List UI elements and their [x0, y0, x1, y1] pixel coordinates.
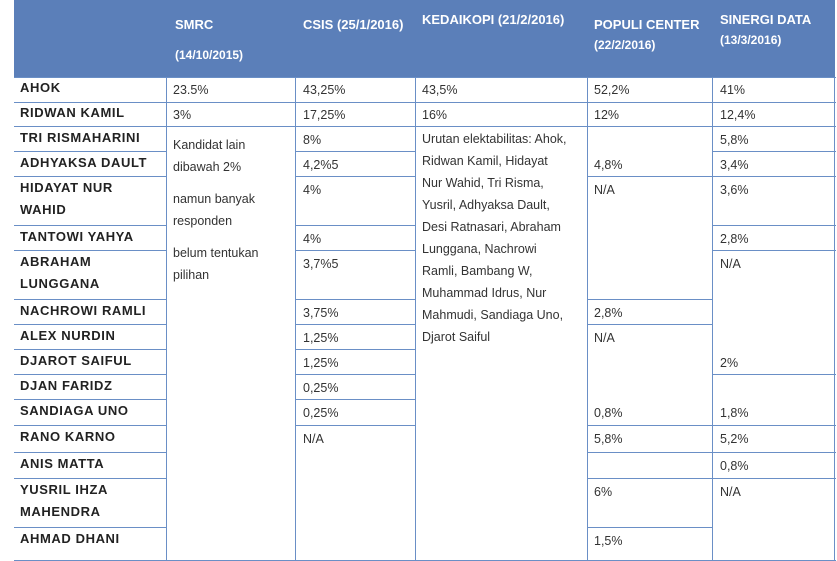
row-divider — [587, 425, 836, 426]
candidate-name: RIDWAN KAMIL — [20, 105, 125, 120]
cell-value: 2% — [720, 356, 739, 370]
header-populi-date: (22/2/2016) — [594, 38, 656, 52]
header-sinergi-date: (13/3/2016) — [720, 33, 782, 47]
column-divider — [166, 77, 167, 561]
row-divider — [587, 452, 836, 453]
row-divider — [14, 102, 836, 103]
cell-value: 5,8% — [720, 133, 749, 147]
cell-value: 6% — [594, 485, 613, 499]
row-divider — [295, 299, 416, 300]
cell-value: 0,8% — [720, 459, 749, 473]
column-divider — [295, 77, 296, 561]
candidate-name: HIDAYAT NUR WAHID — [20, 180, 113, 217]
cell-value: 23.5% — [173, 83, 209, 97]
column-divider — [834, 77, 835, 561]
row-divider — [295, 176, 416, 177]
column-divider — [415, 77, 416, 561]
candidate-name: NACHROWI RAMLI — [20, 303, 147, 318]
candidate-name: DJAROT SAIFUL — [20, 353, 132, 368]
cell-value: 8% — [303, 133, 322, 147]
row-divider — [587, 176, 836, 177]
header-populi: POPULI CENTER — [594, 17, 700, 32]
cell-value: 4,2%5 — [303, 158, 339, 172]
cell-value: 3% — [173, 108, 192, 122]
cell-value: 41% — [720, 83, 746, 97]
row-divider — [587, 527, 713, 528]
cell-value: 1,5% — [594, 534, 623, 548]
cell-value: 2,8% — [720, 232, 749, 246]
row-divider — [295, 425, 416, 426]
cell-value: 5,2% — [720, 432, 749, 446]
candidate-name: ADHYAKSA DAULT — [20, 155, 148, 170]
electability-table — [14, 0, 835, 561]
cell-value: 1,25% — [303, 331, 339, 345]
row-divider — [295, 250, 416, 251]
row-divider — [14, 77, 836, 78]
candidate-name: TANTOWI YAHYA — [20, 229, 134, 244]
cell-value: 4% — [303, 183, 322, 197]
row-divider — [295, 349, 416, 350]
cell-value: 52,2% — [594, 83, 630, 97]
cell-value: 3,4% — [720, 158, 749, 172]
cell-value: 16% — [422, 108, 448, 122]
cell-value: 4,8% — [594, 158, 623, 172]
candidate-name: AHOK — [20, 80, 61, 95]
cell-value: 5,8% — [594, 432, 623, 446]
candidate-name: TRI RISMAHARINI — [20, 130, 141, 145]
row-divider — [295, 151, 416, 152]
cell-value: N/A — [594, 331, 615, 345]
row-divider — [712, 374, 836, 375]
cell-value: 0,25% — [303, 406, 339, 420]
row-divider — [295, 374, 416, 375]
cell-value: N/A — [720, 257, 741, 271]
candidate-name: ALEX NURDIN — [20, 328, 116, 343]
cell-value: N/A — [303, 432, 324, 446]
row-divider — [587, 478, 836, 479]
cell-value: 0,25% — [303, 381, 339, 395]
cell-value: 2,8% — [594, 306, 623, 320]
cell-value: 17,25% — [303, 108, 346, 122]
row-divider — [295, 225, 416, 226]
candidate-name: AHMAD DHANI — [20, 531, 120, 546]
row-divider — [295, 324, 416, 325]
cell-value: 3,6% — [720, 183, 749, 197]
header-smrc-date: (14/10/2015) — [175, 48, 244, 62]
cell-value: 43,5% — [422, 83, 458, 97]
header-csis: CSIS (25/1/2016) — [303, 17, 404, 32]
row-divider — [712, 225, 836, 226]
candidate-name: ABRAHAM LUNGGANA — [20, 254, 100, 291]
header-sinergi: SINERGI DATA — [720, 12, 812, 27]
cell-value: 1,8% — [720, 406, 749, 420]
cell-value: 12% — [594, 108, 620, 122]
cell-value: 3,75% — [303, 306, 339, 320]
header-smrc: SMRC — [175, 17, 214, 32]
row-divider — [295, 399, 416, 400]
candidate-name: DJAN FARIDZ — [20, 378, 113, 393]
row-divider — [712, 250, 836, 251]
cell-value: 4% — [303, 232, 322, 246]
cell-value: 1,25% — [303, 356, 339, 370]
candidate-name: ANIS MATTA — [20, 456, 105, 471]
cell-value: N/A — [594, 183, 615, 197]
cell-value: 12,4% — [720, 108, 756, 122]
header-kedaikopi: KEDAIKOPI (21/2/2016) — [422, 12, 565, 27]
cell-value: N/A — [720, 485, 741, 499]
candidate-name: RANO KARNO — [20, 429, 116, 444]
candidate-name: SANDIAGA UNO — [20, 403, 129, 418]
row-divider — [587, 299, 713, 300]
column-divider — [587, 77, 588, 561]
cell-value: 3,7%5 — [303, 257, 339, 271]
kedaikopi-note: Urutan elektabilitas: Ahok, Ridwan Kamil, Hidayat Nur Wahid, Tri Risma, Yusril, Adhyaksa Dault, Desi Ratnasari, Abraham Lunggana, Nachrowi Ramli, Bambang W, Muhammad Idrus, Nur Mahmudi, Sandiaga Uno, Djarot Saiful — [422, 132, 567, 344]
column-divider — [712, 77, 713, 561]
candidate-name: YUSRIL IHZA MAHENDRA — [20, 482, 108, 519]
smrc-note: Kandidat lain dibawah 2% namun banyak responden belum tentukan pilihan — [173, 138, 259, 282]
row-divider — [712, 151, 836, 152]
cell-value: 43,25% — [303, 83, 346, 97]
cell-value: 0,8% — [594, 406, 623, 420]
row-divider — [587, 324, 713, 325]
